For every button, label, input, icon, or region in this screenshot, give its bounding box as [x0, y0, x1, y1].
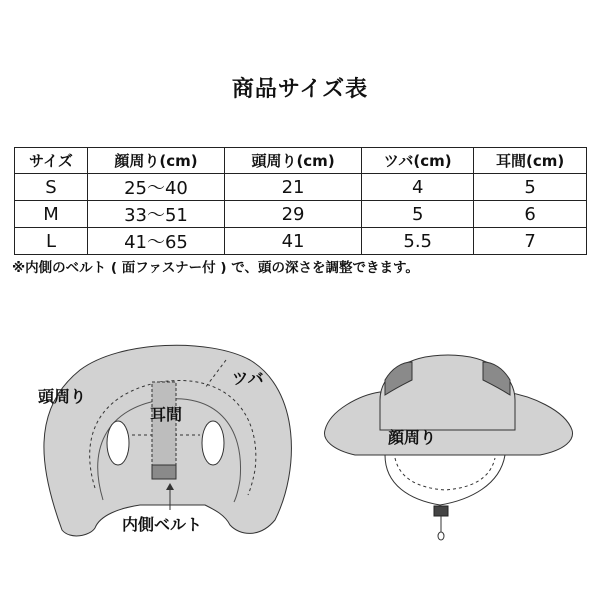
table-header-row: [15, 148, 587, 174]
label-face-circumference: 顔周り: [388, 428, 437, 447]
cell: M: [15, 201, 88, 228]
cell: 5.5: [362, 228, 474, 255]
face-measure-dashed: [395, 458, 495, 490]
left-ear-hole: [107, 421, 129, 465]
header-ear: 耳間(cm): [474, 148, 587, 174]
cell: 29: [225, 201, 362, 228]
cell: 6: [474, 201, 587, 228]
cell: 41〜65: [87, 228, 224, 255]
header-head: 頭周り(cm): [225, 148, 362, 174]
cell: 4: [362, 174, 474, 201]
hat-illustrations: [0, 300, 600, 600]
cell: L: [15, 228, 88, 255]
label-brim: ツバ: [232, 369, 264, 388]
header-face: 顔周り(cm): [87, 148, 224, 174]
cord-stopper: [434, 506, 448, 516]
inner-belt-tab: [152, 465, 176, 479]
label-inner-belt: 内側ベルト: [122, 515, 203, 534]
cord-tip: [438, 532, 444, 540]
right-ear-hole: [202, 421, 224, 465]
header-brim: ツバ(cm): [362, 148, 474, 174]
table-row: [15, 174, 587, 201]
table-row: [15, 201, 587, 228]
hat-front-view: [325, 355, 573, 540]
cell: S: [15, 174, 88, 201]
cell: 41: [225, 228, 362, 255]
size-table: [14, 147, 587, 255]
cell: 5: [362, 201, 474, 228]
cell: 21: [225, 174, 362, 201]
cell: 33〜51: [87, 201, 224, 228]
cell: 5: [474, 174, 587, 201]
page-title: 商品サイズ表: [231, 77, 369, 102]
table-row: [15, 228, 587, 255]
chin-strap: [385, 455, 505, 505]
header-size: サイズ: [15, 148, 88, 174]
label-ear-distance: 耳間: [150, 405, 183, 424]
label-head-circumference: 頭周り: [38, 387, 87, 406]
adjustment-note: ※内側のベルト ( 面ファスナー付 ) で、頭の深さを調整できます。: [12, 260, 419, 276]
cell: 7: [474, 228, 587, 255]
inner-belt: [152, 382, 176, 478]
cell: 25〜40: [87, 174, 224, 201]
